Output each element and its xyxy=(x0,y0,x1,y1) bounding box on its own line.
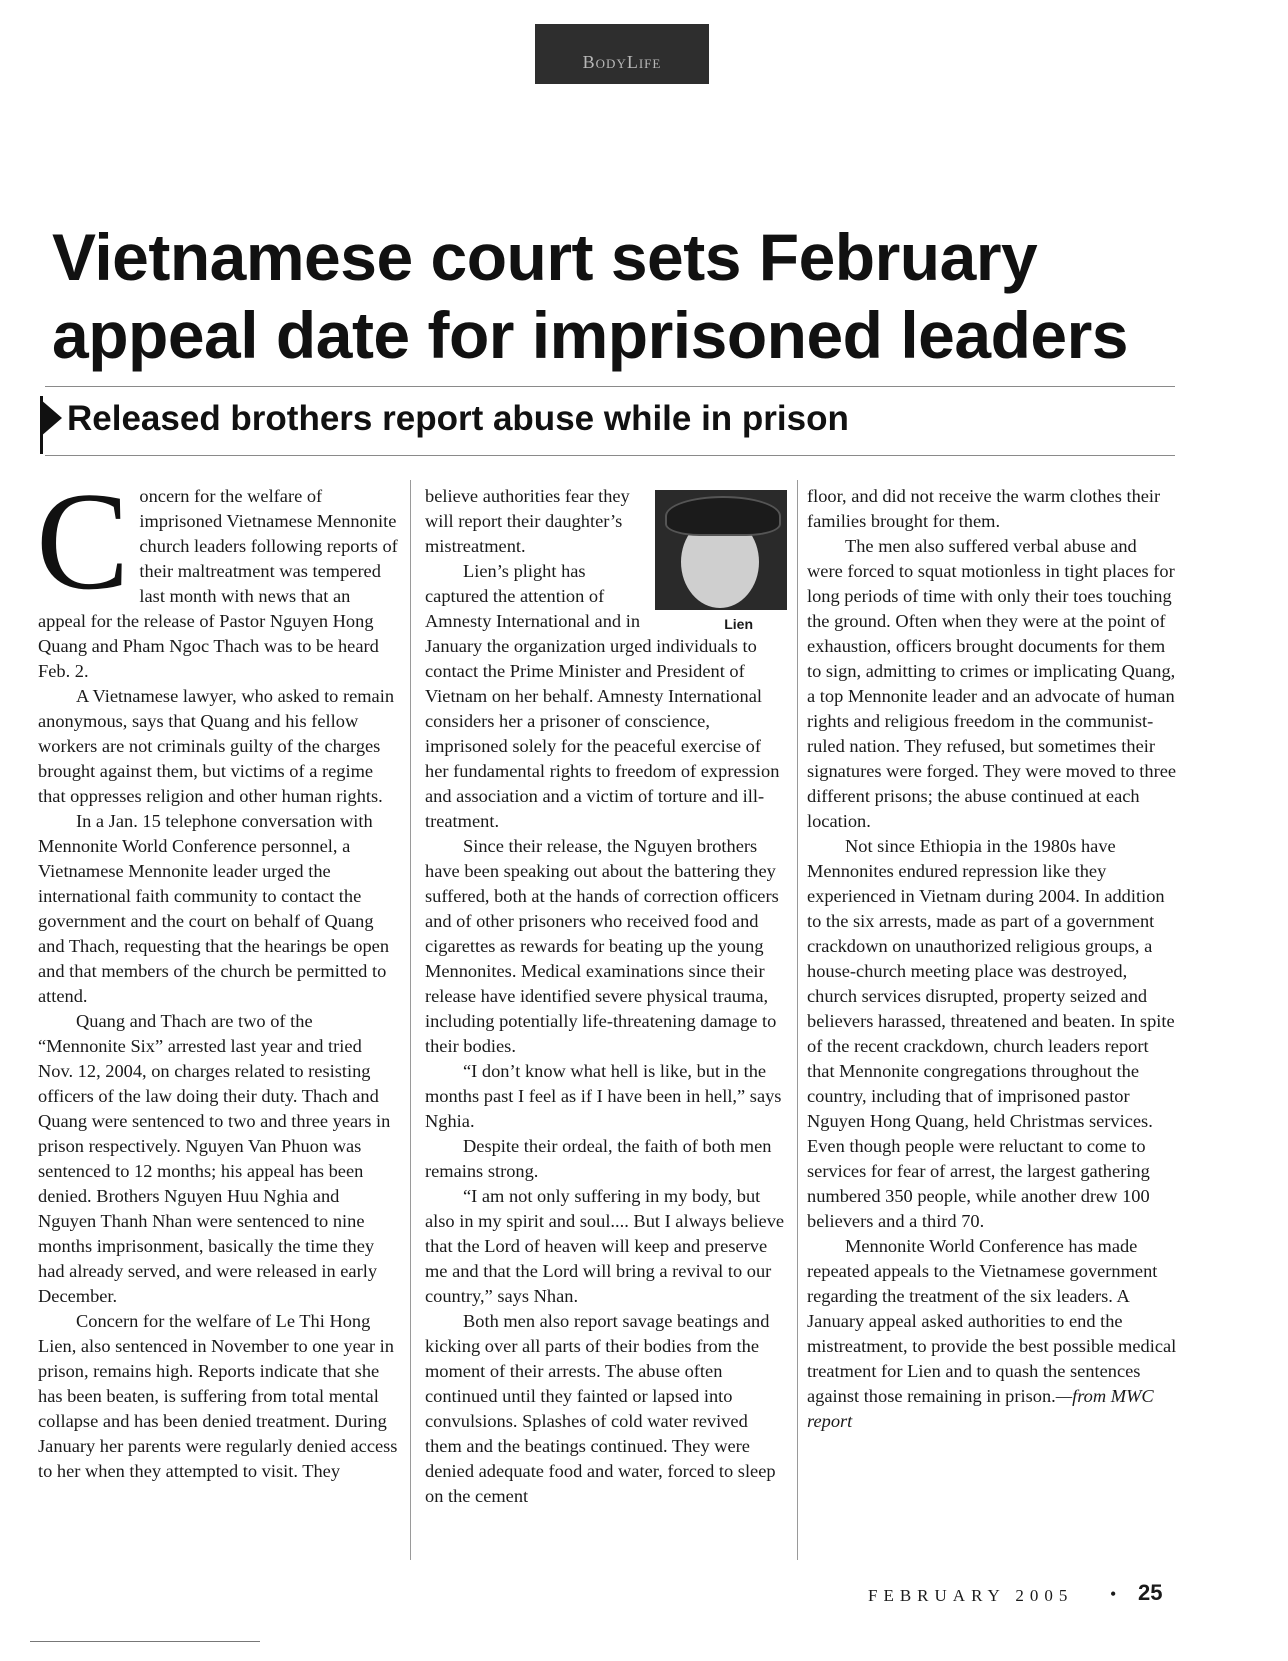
paragraph: floor, and did not receive the warm clothes their families brought for them. xyxy=(807,486,1161,531)
footer-rule xyxy=(30,1641,260,1642)
photo-caption: Lien xyxy=(724,616,753,632)
paragraph: Concern for the welfare of Le Thi Hong Lien, also sentenced in November to one year in prison, remains high. Reports indicate that she has been beaten, is suffering from total mental collapse and has been denied treatment. During January her parents were regularly denied access to her when they attempted to visit. They xyxy=(38,1311,398,1481)
paragraph: Since their release, the Nguyen brothers have been speaking out about the battering they suffered, both at the hands of correction officers and of other prisoners who received food and cigarettes as rewards for beating up the young Mennonites. Medical examinations since their release have identified severe physical trauma, including potentially life-threatening damage to their bodies. xyxy=(425,836,779,1056)
paragraph: In a Jan. 15 telephone conversation with Mennonite World Conference personnel, a Vietnamese Mennonite leader urged the international faith community to contact the government and the court on behalf of Quang and Thach, requesting that the hearings be open and that members of the church be permitted to attend. xyxy=(38,811,390,1006)
paragraph: Despite their ordeal, the faith of both men remains strong. xyxy=(425,1136,772,1181)
column-divider xyxy=(797,480,798,1560)
column-1 xyxy=(36,464,398,1484)
column-3 xyxy=(807,484,1177,1434)
drop-cap: C xyxy=(36,464,130,619)
credit: —from MWC report xyxy=(807,1386,1154,1431)
page-number: 25 xyxy=(1138,1580,1163,1605)
deck-rule-bottom xyxy=(45,455,1175,456)
paragraph xyxy=(807,1234,1177,1434)
footer-issue: FEBRUARY 2005 xyxy=(868,1586,1074,1605)
paragraph: “I don’t know what hell is like, but in the months past I feel as if I have been in hell,” says Nghia. xyxy=(425,1061,782,1131)
paragraph-text: Mennonite World Conference has made repeated appeals to the Vietnamese government regarding the treatment of the six leaders. A January appeal asked authorities to end the mistreatment, to provide the best possible medical treatment for Lien and to quash the sentences against those remaining in prison. xyxy=(807,1236,1177,1406)
paragraph: Not since Ethiopia in the 1980s have Mennonites endured repression like they experienced in Vietnam during 2004. In addition to the six arrests, made as part of a government crackdown on unauthorized religious groups, a house-church meeting place was destroyed, church services disrupted, property seized and believers harassed, threatened and beaten. In spite of the recent crackdown, church leaders report that Mennonite congregations throughout the country, including that of imprisoned pastor Nguyen Hong Quang, held Christmas services. Even though people were reluctant to come to services for fear of arrest, the largest gathering numbered 350 people, while another drew 100 believers and a third 70. xyxy=(807,836,1175,1231)
deck-arrow-icon xyxy=(40,399,62,437)
paragraph: oncern for the welfare of imprisoned Vietnamese Mennonite church leaders following reports of their maltreatment was tempered last month with news that an appeal for the release of Pastor Nguyen Hong Quang and Pham Ngoc Thach was to be heard Feb. 2. xyxy=(38,486,398,681)
column-2 xyxy=(425,484,787,1509)
paragraph: Both men also report savage beatings and kicking over all parts of their bodies from the moment of their arrests. The abuse often continued until they fainted or lapsed into convulsions. Splashes of cold water revived them and the beatings continued. They were denied adequate food and water, forced to sleep on the cement xyxy=(425,1311,776,1506)
footer-bullet: • xyxy=(1110,1584,1117,1604)
paragraph: believe authorities fear they will report their daughter’s mistreatment. xyxy=(425,486,630,556)
deck-rule-top xyxy=(45,386,1175,387)
column-divider xyxy=(410,480,411,1560)
portrait-hat xyxy=(665,496,781,536)
portrait-image xyxy=(655,490,787,610)
paragraph: Lien’s plight has captured the attention of Amnesty International and in January the organization urged individuals to contact the Prime Minister and President of Vietnam on her behalf. Amnesty International considers her a prisoner of conscience, imprisoned solely for the peaceful exercise of her fundamental rights to freedom of expression and association and a victim of torture and ill-treatment. xyxy=(425,561,780,831)
deck: Released brothers report abuse while in prison xyxy=(67,399,849,438)
headline: Vietnamese court sets February appeal date for imprisoned leaders xyxy=(52,220,1128,372)
paragraph: Quang and Thach are two of the “Mennonite Six” arrested last year and tried Nov. 12, 2004, on charges related to resisting officers of the law doing their duty. Thach and Quang were sentenced to two and three years in prison respectively. Nguyen Van Phuon was sentenced to 12 months; his appeal has been denied. Brothers Nguyen Huu Nghia and Nguyen Thanh Nhan were sentenced to nine months imprisonment, basically the time they had already served, and were released in early December. xyxy=(38,1011,391,1306)
section-tag: BodyLife xyxy=(535,24,709,84)
photo-lien xyxy=(655,490,787,630)
paragraph: A Vietnamese lawyer, who asked to remain anonymous, says that Quang and his fellow workers are not criminals guilty of the charges brought against them, but victims of a regime that oppresses religion and other human rights. xyxy=(38,686,395,806)
paragraph: The men also suffered verbal abuse and were forced to squat motionless in tight places for long periods of time with only their toes touching the ground. Often when they were at the point of exhaustion, officers brought documents for them to sign, admitting to crimes or implicating Quang, a top Mennonite leader and an advocate of human rights and religious freedom in the communist-ruled nation. They refused, but sometimes their signatures were forged. They were moved to three different prisons; the abuse continued at each location. xyxy=(807,536,1177,831)
paragraph: “I am not only suffering in my body, but also in my spirit and soul.... But I always believe that the Lord of heaven will keep and preserve me and that the Lord will bring a revival to our country,” says Nhan. xyxy=(425,1186,785,1306)
